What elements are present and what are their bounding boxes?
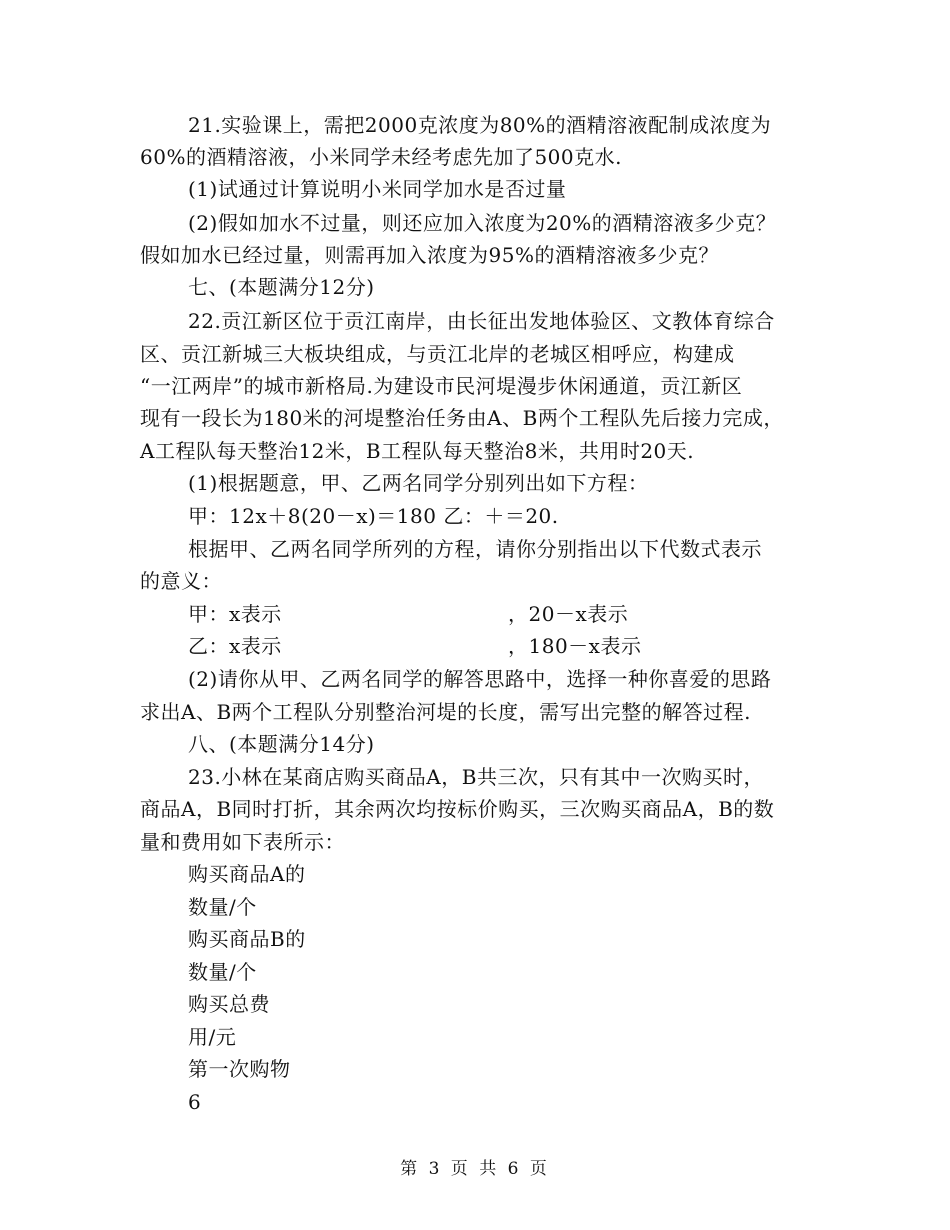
table-cell: 第一次购物 [188, 1057, 291, 1081]
section-8-heading: 八、(本题满分14分) [188, 732, 375, 756]
table-cell: 购买商品A的 [188, 862, 306, 886]
page-footer: 第 3 页 共 6 页 [400, 1159, 550, 1179]
q22-line-5: A工程队每天整治12米，B工程队每天整治8米，共用时20天. [140, 439, 695, 463]
q22-yi-x-meaning: 乙：x表示 [188, 634, 282, 658]
q23-line-3: 量和费用如下表所示： [140, 830, 345, 854]
table-cell: 数量/个 [188, 960, 257, 984]
q21-line-2: 60%的酒精溶液，小米同学未经考虑先加了500克水. [140, 145, 622, 169]
q22-part-1: (1)根据题意，甲、乙两名同学分别列出如下方程： [188, 471, 649, 495]
q22-equations: 甲：12x＋8(20－x)＝180 乙：＋＝20. [188, 504, 559, 528]
q22-instruction-line-2: 的意义： [140, 569, 222, 593]
table-cell: 购买总费 [188, 992, 270, 1016]
q23-line-1: 23.小林在某商店购买商品A，B共三次，只有其中一次购买时， [188, 765, 764, 789]
q22-yi-180-minus-x-meaning: ，180－x表示 [508, 634, 642, 658]
q21-part-1: (1)试通过计算说明小米同学加水是否过量 [188, 177, 567, 201]
q22-line-4: 现有一段长为180米的河堤整治任务由A、B两个工程队先后接力完成， [140, 406, 784, 430]
table-cell: 购买商品B的 [188, 927, 306, 951]
q22-instruction-line-1: 根据甲、乙两名同学所列的方程，请你分别指出以下代数式表示 [188, 537, 762, 561]
table-cell: 6 [188, 1090, 202, 1114]
q22-jia-x-meaning: 甲：x表示 [188, 602, 282, 626]
q22-part-2-line-1: (2)请你从甲、乙两名同学的解答思路中，选择一种你喜爱的思路 [188, 667, 772, 691]
q21-part-2-line-2: 假如加水已经过量，则需再加入浓度为95%的酒精溶液多少克？ [140, 243, 719, 267]
table-cell: 数量/个 [188, 895, 257, 919]
table-cell: 用/元 [188, 1025, 237, 1049]
q21-line-1: 21.实验课上，需把2000克浓度为80%的酒精溶液配制成浓度为 [188, 113, 772, 137]
section-7-heading: 七、(本题满分12分) [188, 275, 375, 299]
q21-part-2-line-1: (2)假如加水不过量，则还应加入浓度为20%的酒精溶液多少克？ [188, 211, 777, 235]
q22-line-3: “一江两岸”的城市新格局.为建设市民河堤漫步休闲通道，贡江新区 [140, 374, 743, 398]
q22-jia-20-minus-x-meaning: ，20－x表示 [508, 602, 629, 626]
q22-line-2: 区、贡江新城三大板块组成，与贡江北岸的老城区相呼应，构建成 [140, 342, 735, 366]
q22-part-2-line-2: 求出A、B两个工程队分别整治河堤的长度，需写出完整的解答过程. [140, 700, 751, 724]
q22-line-1: 22.贡江新区位于贡江南岸，由长征出发地体验区、文教体育综合 [188, 309, 775, 333]
q23-line-2: 商品A，B同时打折，其余两次均按标价购买，三次购买商品A，B的数 [140, 797, 775, 821]
